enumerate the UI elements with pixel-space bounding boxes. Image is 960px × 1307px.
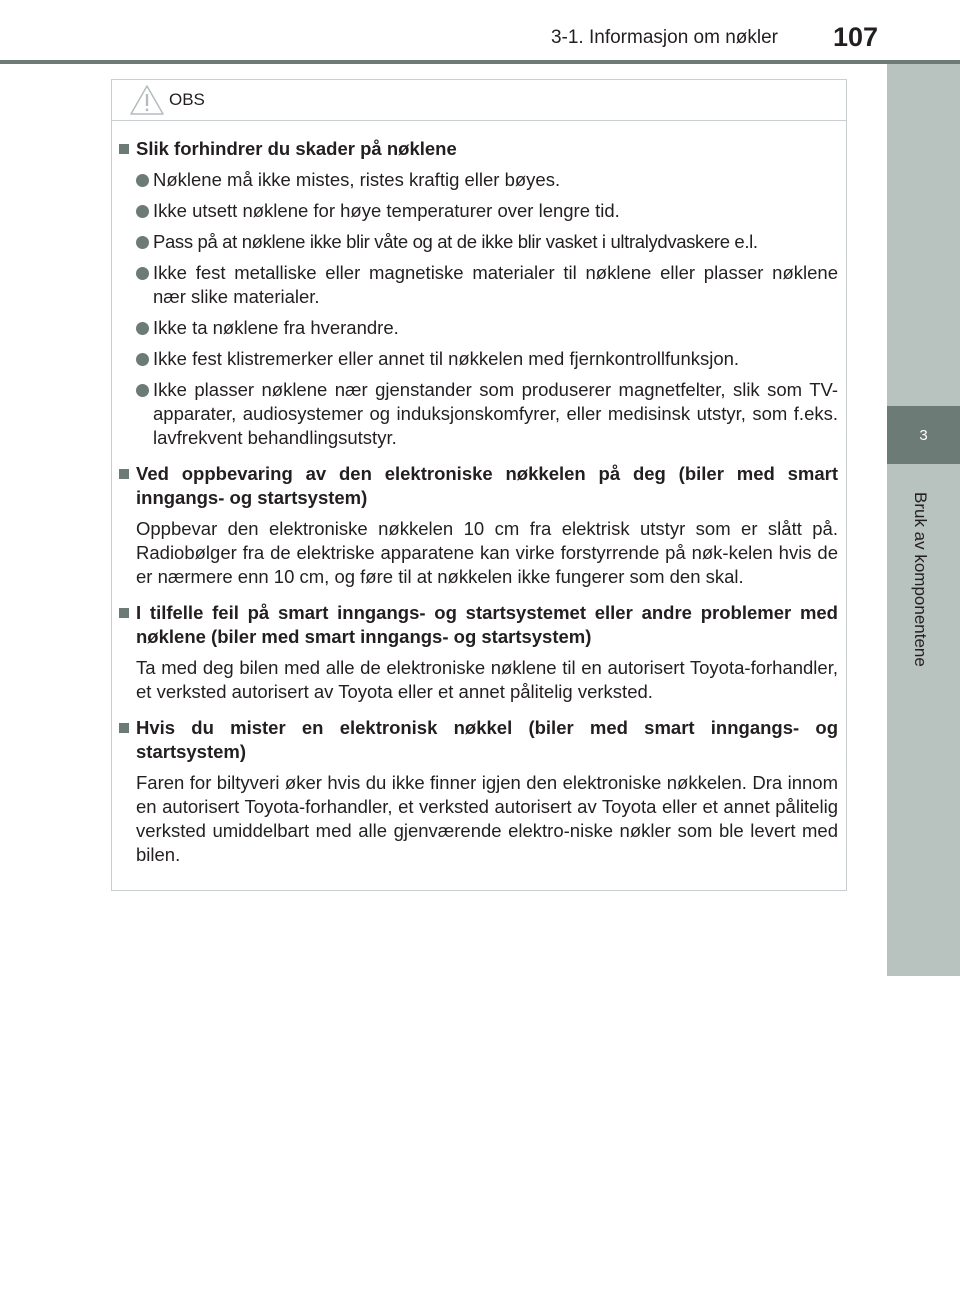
square-bullet-icon xyxy=(119,144,129,154)
list-item: Ikke fest metalliske eller magnetiske materialer til nøklene eller plasser nøklene nær slike materialer. xyxy=(136,261,838,309)
section-title: I tilfelle feil på smart inngangs- og startsystemet eller andre problemer med nøklene (biler med smart inngangs- og startsystem) xyxy=(119,601,838,649)
section-text: Ta med deg bilen med alle de elektroniske nøklene til en autorisert Toyota-forhandler, et verksted autorisert av Toyota eller et annet pålitelig verksted. xyxy=(136,657,838,702)
section-storage xyxy=(119,462,838,589)
obs-content xyxy=(112,121,846,867)
list-item: Ikke ta nøklene fra hverandre. xyxy=(136,316,838,340)
chapter-number: 3 xyxy=(919,426,928,444)
section-text: Oppbevar den elektroniske nøkkelen 10 cm fra elektrisk utstyr som er slått på. Radiobølger fra de elektriske apparatene kan virke forstyrrende på nøk-kelen hvis de er nærmere enn 10 cm, og føre til at nøkkelen ikke fungerer som den skal. xyxy=(136,518,838,587)
dot-bullet-icon xyxy=(136,384,149,397)
section-lost-key xyxy=(119,716,838,867)
obs-notice-box xyxy=(111,79,847,891)
side-tab-top xyxy=(887,64,960,406)
dot-bullet-icon xyxy=(136,236,149,249)
section-title: Slik forhindrer du skader på nøklene xyxy=(119,137,838,161)
dot-bullet-icon xyxy=(136,205,149,218)
square-bullet-icon xyxy=(119,469,129,479)
dot-bullet-icon xyxy=(136,322,149,335)
bullet-list xyxy=(119,168,838,450)
dot-bullet-icon xyxy=(136,174,149,187)
square-bullet-icon xyxy=(119,723,129,733)
section-malfunction xyxy=(119,601,838,704)
section-title: Ved oppbevaring av den elektroniske nøkkelen på deg (biler med smart inngangs- og startsystem) xyxy=(119,462,838,510)
section-title: Hvis du mister en elektronisk nøkkel (biler med smart inngangs- og startsystem) xyxy=(119,716,838,764)
header-rule xyxy=(0,60,960,64)
obs-label: OBS xyxy=(169,90,205,109)
dot-bullet-icon xyxy=(136,267,149,280)
section-text: Faren for biltyveri øker hvis du ikke finner igjen den elektroniske nøkkelen. Dra innom en autorisert Toyota-forhandler, et verksted autorisert av Toyota eller et annet pålitelig verksted umiddelbart med alle gjenværende elektro-niske nøkler som ble levert med bilen. xyxy=(136,772,838,865)
list-item: Ikke plasser nøklene nær gjenstander som produserer magnetfelter, slik som TV-apparater, audiosystemer og induksjonskomfyrer, eller medisinsk utstyr, som f.eks. lavfrekvent behandlingsutstyr. xyxy=(136,378,838,450)
page-number: 107 xyxy=(832,22,878,52)
list-item: Ikke fest klistremerker eller annet til nøkkelen med fjernkontrollfunksjon. xyxy=(136,347,838,371)
warning-triangle-icon xyxy=(129,84,165,116)
chapter-number-tab xyxy=(887,406,960,464)
list-item: Ikke utsett nøklene for høye temperaturer over lengre tid. xyxy=(136,199,838,223)
square-bullet-icon xyxy=(119,608,129,618)
list-item: Nøklene må ikke mistes, ristes kraftig eller bøyes. xyxy=(136,168,838,192)
obs-header xyxy=(112,80,846,121)
chapter-label: Bruk av komponentene xyxy=(911,492,930,667)
dot-bullet-icon xyxy=(136,353,149,366)
chapter-label-tab xyxy=(887,464,960,976)
section-key-damage xyxy=(119,137,838,450)
list-item: Pass på at nøklene ikke blir våte og at de ikke blir vasket i ultralydvaskere e.l. xyxy=(136,230,838,254)
header-title: 3-1. Informasjon om nøkler xyxy=(550,27,778,48)
